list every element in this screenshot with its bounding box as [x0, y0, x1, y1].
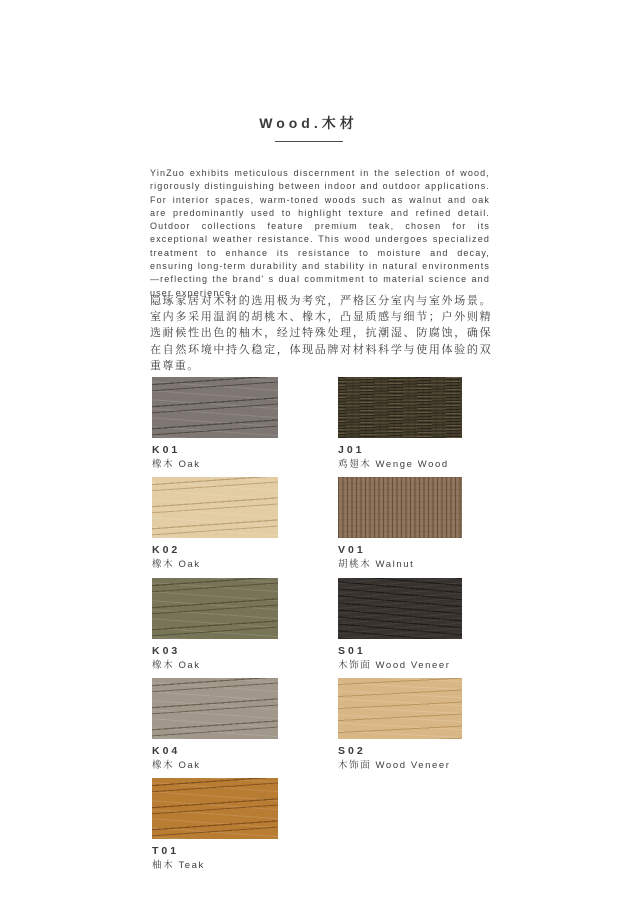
wood-swatch-item [338, 477, 462, 577]
wood-code-label: K03 [152, 644, 181, 657]
wood-name-label: 橡木 Oak [152, 659, 201, 671]
wood-code-label: K01 [152, 444, 181, 456]
wood-swatch-image [152, 678, 278, 739]
wood-swatch-image [338, 678, 462, 739]
wood-swatch-item [152, 778, 278, 878]
wood-name-label: 柚木 Teak [152, 860, 205, 872]
wood-name-label: 橡木 Oak [152, 759, 201, 771]
wood-name-label: 木饰面 Wood Veneer [338, 659, 451, 671]
wood-swatch-item [338, 377, 462, 477]
wood-swatch-item [152, 477, 278, 577]
wood-swatch-item [152, 678, 278, 778]
wood-swatch-image [338, 377, 462, 438]
wood-swatch-image [152, 377, 278, 438]
wood-swatch-item [152, 578, 278, 678]
wood-name-label: 鸡翅木 Wenge Wood [338, 459, 449, 470]
intro-paragraph-english: YinZuo exhibits meticulous discernment in the selection of wood, rigorously distinguishing between indoor and outdoor applications. For interior spaces, warm-toned woods such as walnut and oak are predominantly used to highlight texture and refined detail. Outdoor collections feature premium teak, chosen for its exceptional weather resistance. This wood undergoes specialized treatment to enhance its resistance to moisture and decay, ensuring long-term durability and stability in natural environments—reflecting the brand' s dual commitment to material science and user experience. [150, 168, 490, 298]
page-title: Wood.木材 [259, 115, 358, 131]
wood-swatch-image [152, 578, 278, 639]
wood-swatch-image [152, 477, 278, 538]
wood-code-label: T01 [152, 845, 180, 858]
page-header [140, 113, 477, 142]
wood-name-label: 木饰面 Wood Veneer [338, 759, 451, 771]
wood-code-label: K04 [152, 744, 181, 757]
wood-swatch-item [338, 578, 462, 678]
wood-code-label: S02 [338, 744, 366, 757]
wood-code-label: S01 [338, 644, 366, 657]
wood-name-label: 橡木 Oak [152, 559, 201, 571]
wood-name-label: 橡木 Oak [152, 459, 201, 470]
wood-code-label: K02 [152, 544, 181, 557]
wood-swatch-image [152, 778, 278, 839]
title-underline [275, 141, 343, 142]
wood-swatch-item [152, 377, 278, 477]
wood-code-label: J01 [338, 444, 365, 456]
wood-swatch-item [338, 678, 462, 778]
wood-swatch-image [338, 578, 462, 639]
wood-name-label: 胡桃木 Walnut [338, 559, 415, 571]
wood-code-label: V01 [338, 544, 366, 557]
wood-swatch-image [338, 477, 462, 538]
swatch-grid [152, 377, 462, 878]
intro-paragraph-chinese: 隐琢家居对木材的选用极为考究，严格区分室内与室外场景。室内多采用温润的胡桃木、橡木，凸显质感与细节；户外则精选耐候性出色的柚木，经过特殊处理，抗潮湿、防腐蚀，确保在自然环境中持久稳定，体现品牌对材料科学与使用体验的双重尊重。 [150, 295, 492, 372]
